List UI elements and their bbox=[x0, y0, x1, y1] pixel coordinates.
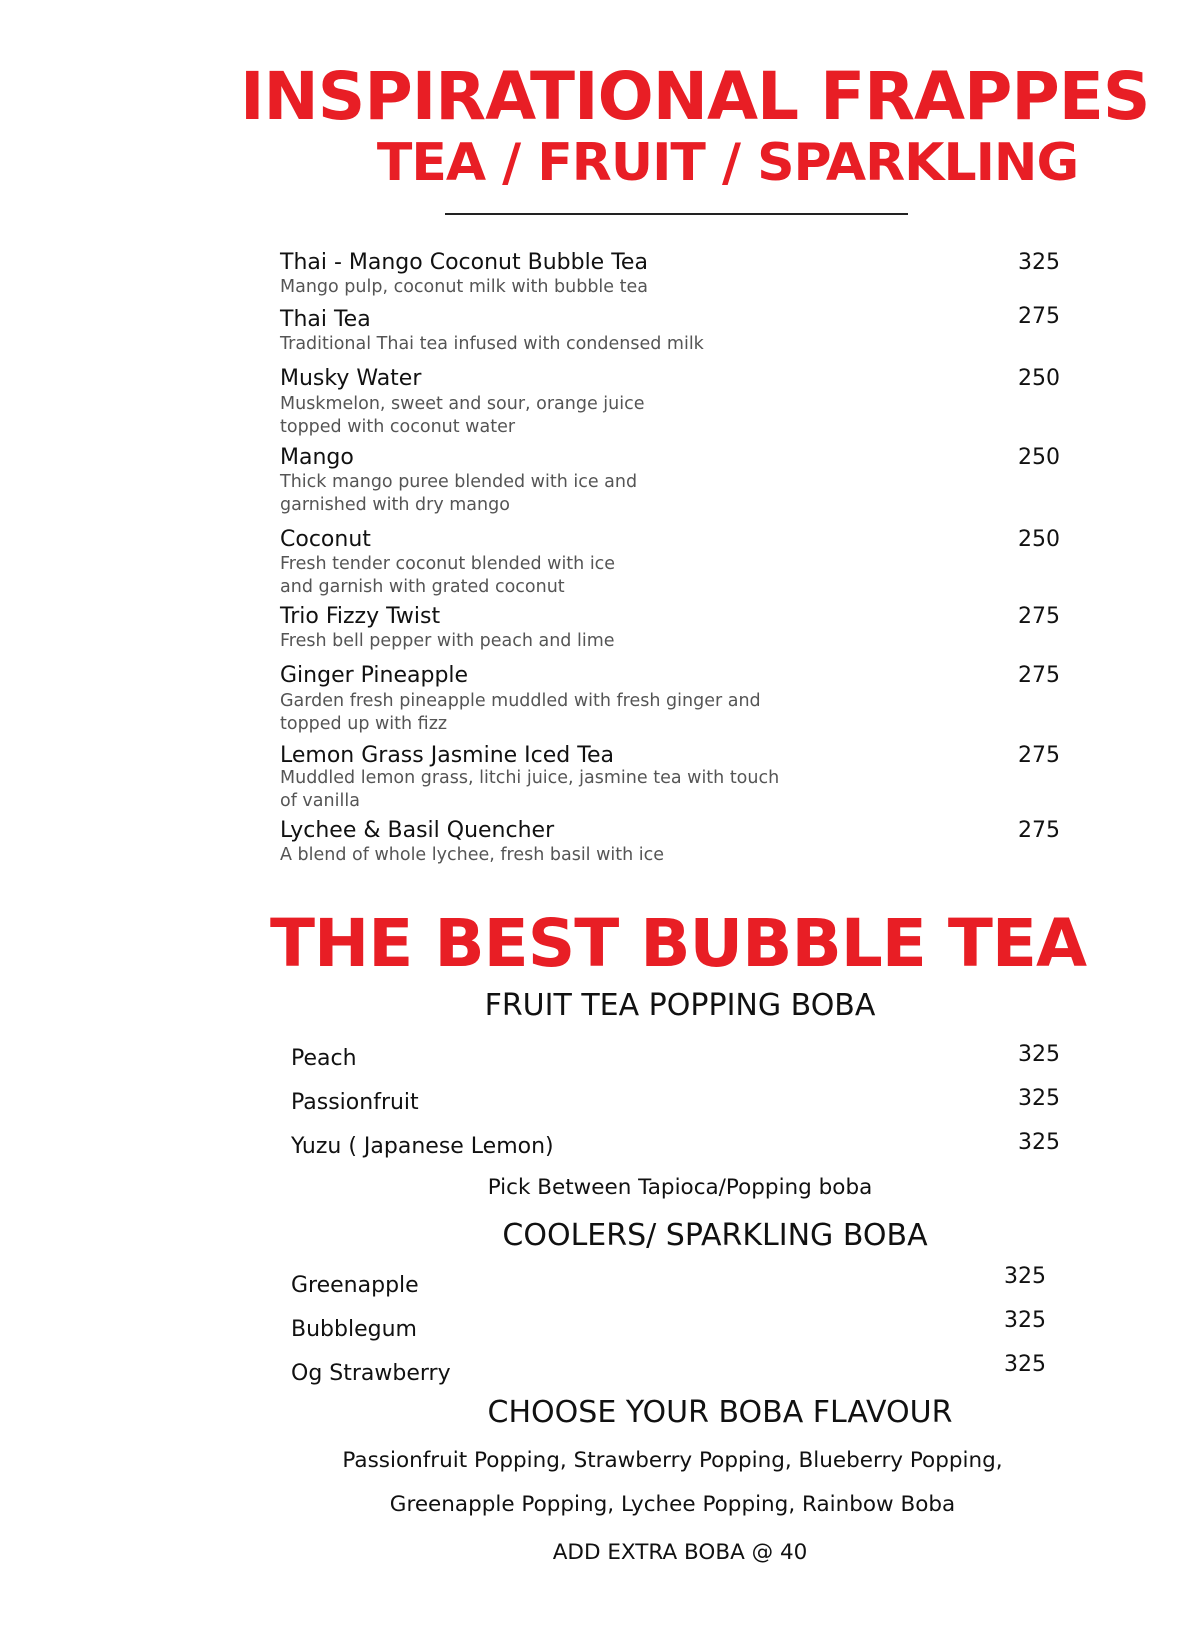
boba-item-name: Yuzu ( Japanese Lemon) bbox=[291, 1134, 554, 1159]
boba-item-price: 325 bbox=[1004, 1308, 1046, 1333]
flavour-list-line: Greenapple Popping, Lychee Popping, Rainbow Boba bbox=[389, 1492, 956, 1517]
menu-item-desc: Fresh tender coconut blended with ice bbox=[280, 554, 616, 574]
boba-item-price: 325 bbox=[1018, 1042, 1060, 1067]
menu-item-desc: Muskmelon, sweet and sour, orange juice bbox=[280, 394, 645, 414]
flavour-list-line: Passionfruit Popping, Strawberry Popping, Blueberry Popping, bbox=[342, 1448, 1003, 1473]
boba-item-price: 325 bbox=[1018, 1130, 1060, 1155]
menu-item-name: Ginger Pineapple bbox=[280, 663, 469, 688]
menu-item-price: 275 bbox=[1018, 663, 1060, 688]
menu-item-price: 250 bbox=[1018, 527, 1060, 552]
boba-item-name: Passionfruit bbox=[291, 1090, 419, 1115]
flavour-heading: CHOOSE YOUR BOBA FLAVOUR bbox=[487, 1395, 953, 1430]
menu-item-name: Thai - Mango Coconut Bubble Tea bbox=[280, 250, 648, 275]
menu-item-name: Trio Fizzy Twist bbox=[280, 604, 441, 629]
menu-item-price: 275 bbox=[1018, 304, 1060, 329]
menu-item-desc: topped with coconut water bbox=[280, 417, 516, 437]
fruit-tea-heading: FRUIT TEA POPPING BOBA bbox=[484, 988, 876, 1023]
menu-item-name: Lychee & Basil Quencher bbox=[280, 818, 555, 843]
boba-item-price: 325 bbox=[1004, 1352, 1046, 1377]
menu-item-desc: Mango pulp, coconut milk with bubble tea bbox=[280, 277, 648, 297]
menu-item-desc: of vanilla bbox=[280, 791, 360, 811]
menu-item-desc: Thick mango puree blended with ice and bbox=[280, 472, 638, 492]
boba-item-name: Bubblegum bbox=[291, 1317, 417, 1342]
menu-item-name: Lemon Grass Jasmine Iced Tea bbox=[280, 743, 614, 768]
menu-item-price: 250 bbox=[1018, 445, 1060, 470]
coolers-heading: COOLERS/ SPARKLING BOBA bbox=[502, 1218, 928, 1253]
boba-item-price: 325 bbox=[1018, 1086, 1060, 1111]
boba-item-name: Peach bbox=[291, 1046, 357, 1071]
pick-note: Pick Between Tapioca/Popping boba bbox=[487, 1175, 873, 1200]
extra-boba-note: ADD EXTRA BOBA @ 40 bbox=[552, 1540, 808, 1565]
boba-item-name: Greenapple bbox=[291, 1273, 419, 1298]
menu-item-name: Mango bbox=[280, 445, 354, 470]
menu-item-desc: Fresh bell pepper with peach and lime bbox=[280, 631, 615, 651]
menu-item-desc: Garden fresh pineapple muddled with fresh ginger and bbox=[280, 691, 761, 711]
divider-rule bbox=[445, 213, 908, 215]
menu-item-desc: A blend of whole lychee, fresh basil with ice bbox=[280, 845, 665, 865]
menu-item-desc: Muddled lemon grass, litchi juice, jasmine tea with touch bbox=[280, 768, 780, 788]
menu-item-price: 275 bbox=[1018, 743, 1060, 768]
menu-item-desc: and garnish with grated coconut bbox=[280, 577, 565, 597]
menu-item-price: 325 bbox=[1018, 250, 1060, 275]
menu-item-name: Coconut bbox=[280, 527, 371, 552]
menu-item-desc: Traditional Thai tea infused with condensed milk bbox=[280, 334, 704, 354]
menu-item-name: Musky Water bbox=[280, 366, 422, 391]
menu-item-desc: topped up with fizz bbox=[280, 714, 448, 734]
section-title-bubble-tea: THE BEST BUBBLE TEA bbox=[270, 905, 1087, 982]
menu-item-price: 250 bbox=[1018, 366, 1060, 391]
section-subtitle-frappes: TEA / FRUIT / SPARKLING bbox=[376, 133, 1079, 193]
boba-item-price: 325 bbox=[1004, 1264, 1046, 1289]
boba-item-name: Og Strawberry bbox=[291, 1361, 451, 1386]
menu-item-name: Thai Tea bbox=[280, 307, 371, 332]
menu-item-price: 275 bbox=[1018, 818, 1060, 843]
menu-item-price: 275 bbox=[1018, 604, 1060, 629]
menu-item-desc: garnished with dry mango bbox=[280, 495, 510, 515]
section-title-frappes: INSPIRATIONAL FRAPPES bbox=[240, 58, 1150, 135]
